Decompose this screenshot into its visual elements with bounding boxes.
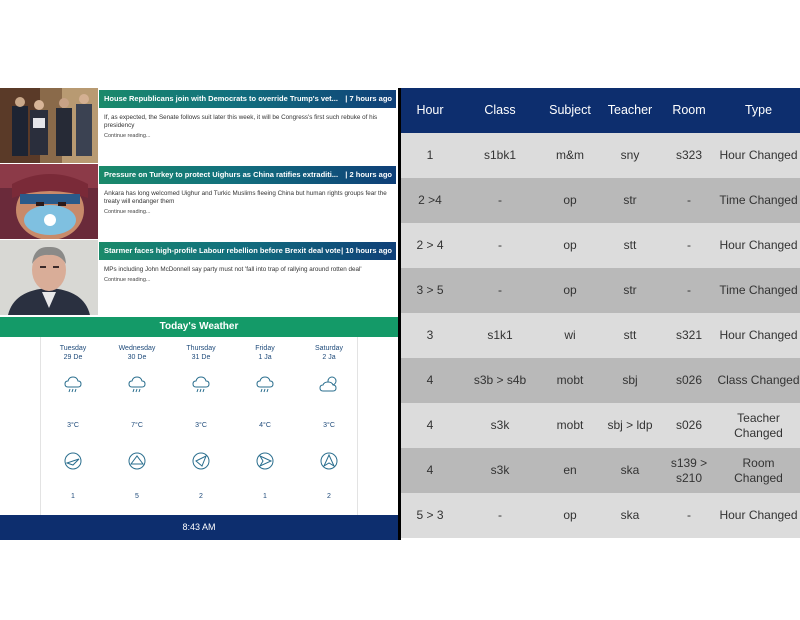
column-header-class: Class: [484, 103, 516, 117]
news-headline-bar: [99, 242, 396, 260]
cell-type: [717, 178, 800, 223]
cell-type: [717, 268, 800, 313]
rain-cloud-icon: [255, 375, 275, 395]
cell-text: s026: [675, 373, 703, 387]
cell-text: -: [687, 283, 691, 297]
cell-room: [661, 358, 717, 403]
cell-hour: [401, 493, 459, 538]
cell-text: m&m: [556, 148, 584, 162]
news-headline-bar: [99, 166, 396, 184]
cell-text: wi: [564, 328, 576, 342]
cell-subject: [541, 493, 599, 538]
cell-room: [661, 268, 717, 313]
day-wind-speed: 5: [135, 493, 139, 500]
cell-class: [459, 133, 541, 178]
table-row: [401, 403, 800, 448]
day-date: 2 Ja: [322, 354, 336, 361]
wind-direction-icon: [128, 452, 146, 470]
cell-hour: [401, 358, 459, 403]
cell-text: Room Changed: [734, 455, 783, 485]
day-wind-speed: 2: [199, 493, 203, 500]
cell-text: Hour Changed: [719, 238, 798, 252]
table-row: [401, 313, 800, 358]
rain-cloud-icon: [191, 375, 211, 395]
cell-room: [661, 223, 717, 268]
cell-type: [717, 133, 800, 178]
table-row: [401, 268, 800, 313]
table-row: [401, 133, 800, 178]
cell-text: sbj: [622, 373, 638, 387]
cell-type: [717, 493, 800, 538]
day-wind-speed: 2: [327, 493, 331, 500]
cell-hour: [401, 178, 459, 223]
cell-text: sny: [620, 148, 640, 162]
day-name: Wednesday: [118, 345, 156, 352]
continue-reading-link[interactable]: Continue reading...: [104, 277, 151, 283]
forecast-day: [233, 337, 297, 515]
cell-text: s026: [675, 418, 703, 432]
news-headline: Starmer faces high-profile Labour rebellion before Brexit deal vote: [104, 246, 341, 255]
weather-widget: [0, 317, 398, 540]
news-photo-politician: [0, 240, 98, 315]
cell-type: [717, 448, 800, 493]
continue-reading-link[interactable]: Continue reading...: [104, 209, 151, 215]
cell-text: Hour Changed: [719, 148, 798, 162]
forecast-day: [297, 337, 361, 515]
news-item[interactable]: [0, 88, 398, 163]
forecast-day: [169, 337, 233, 515]
cell-text: s3b > s4b: [473, 373, 527, 387]
news-summary: If, as expected, the Senate follows suit later this week, it will be Congress's first such rebuke of his presidency: [104, 114, 378, 130]
rain-cloud-icon: [63, 375, 83, 395]
table-header: [401, 88, 800, 133]
table-row: [401, 178, 800, 223]
cell-teacher: [599, 493, 661, 538]
cell-text: 3 > 5: [416, 283, 444, 297]
cell-text: Time Changed: [719, 283, 798, 297]
news-summary: Ankara has long welcomed Uighur and Turkic Muslims fleeing China but human rights groups fear the treaty will endanger them: [104, 190, 387, 206]
cell-text: stt: [623, 328, 637, 342]
cell-type: [717, 403, 800, 448]
current-time: 8:43 AM: [182, 522, 216, 532]
cell-text: 2 >4: [418, 193, 442, 207]
day-temperature: 3°C: [67, 422, 79, 429]
cell-text: str: [623, 283, 637, 297]
cell-class: [459, 223, 541, 268]
forecast-day: [105, 337, 169, 515]
cell-text: s1bk1: [483, 148, 517, 162]
column-header-type: Type: [744, 103, 773, 117]
cell-class: [459, 268, 541, 313]
cell-teacher: [599, 133, 661, 178]
cell-room: [661, 133, 717, 178]
day-name: Thursday: [186, 345, 216, 352]
day-date: 31 De: [191, 354, 211, 361]
cell-room: [661, 178, 717, 223]
cell-room: [661, 403, 717, 448]
cell-class: [459, 493, 541, 538]
schedule-table: [401, 88, 800, 540]
forecast-day: [41, 337, 105, 515]
wind-direction-icon: [64, 452, 82, 470]
news-headline: Pressure on Turkey to protect Uighurs as China ratifies extraditi...: [104, 170, 339, 179]
day-date: 30 De: [127, 354, 147, 361]
cell-teacher: [599, 268, 661, 313]
column-header-teacher: Teacher: [607, 103, 653, 117]
cell-text: 4: [426, 463, 434, 477]
cell-hour: [401, 268, 459, 313]
table-row: [401, 358, 800, 403]
day-date: 29 De: [63, 354, 83, 361]
table-row: [401, 223, 800, 268]
day-temperature: 7°C: [131, 422, 143, 429]
cell-text: 2 > 4: [416, 238, 444, 252]
cell-text: s323: [675, 148, 703, 162]
cell-hour: [401, 223, 459, 268]
cell-teacher: [599, 223, 661, 268]
cell-text: Time Changed: [719, 193, 798, 207]
cell-teacher: [599, 178, 661, 223]
cell-text: Teacher Changed: [734, 410, 783, 440]
cell-subject: [541, 133, 599, 178]
cell-text: -: [498, 193, 502, 207]
cell-text: Hour Changed: [719, 328, 798, 342]
cell-text: -: [687, 193, 691, 207]
cell-text: mobt: [556, 373, 584, 387]
wind-direction-icon: [192, 452, 210, 470]
cell-text: stt: [623, 238, 637, 252]
cell-hour: [401, 448, 459, 493]
cell-teacher: [599, 403, 661, 448]
day-name: Tuesday: [59, 345, 87, 352]
column-header-subject: Subject: [549, 103, 591, 117]
cell-text: s3k: [490, 418, 510, 432]
cell-hour: [401, 403, 459, 448]
weather-title: Today's Weather: [0, 317, 398, 337]
wind-direction-icon: [256, 452, 274, 470]
cell-text: -: [687, 508, 691, 522]
cell-room: [661, 313, 717, 358]
signage-screen: [0, 88, 800, 540]
day-name: Saturday: [314, 345, 344, 352]
cell-class: [459, 313, 541, 358]
news-headline: House Republicans join with Democrats to override Trump's vet...: [104, 94, 338, 103]
rain-cloud-icon: [127, 375, 147, 395]
cell-text: 5 > 3: [416, 508, 444, 522]
news-photo-protester: [0, 164, 98, 239]
cell-text: ska: [620, 508, 640, 522]
cell-text: 3: [426, 328, 434, 342]
cell-text: Class Changed: [717, 373, 800, 387]
cell-type: [717, 358, 800, 403]
cell-subject: [541, 403, 599, 448]
cell-subject: [541, 313, 599, 358]
cell-subject: [541, 268, 599, 313]
cell-class: [459, 403, 541, 448]
continue-reading-link[interactable]: Continue reading...: [104, 133, 151, 139]
cell-subject: [541, 448, 599, 493]
cell-text: op: [563, 193, 577, 207]
news-time: | 2 hours ago: [345, 170, 392, 179]
news-summary: MPs including John McDonnell say party must not 'fall into trap of rallying around rotten deal': [104, 266, 362, 273]
cell-text: Hour Changed: [719, 508, 798, 522]
cell-text: sbj > ldp: [607, 418, 653, 432]
cell-text: 4: [426, 373, 434, 387]
weather-forecast: [40, 337, 358, 515]
table-row: [401, 448, 800, 493]
day-name: Friday: [255, 345, 275, 352]
cell-text: -: [498, 508, 502, 522]
cell-text: s321: [675, 328, 703, 342]
cell-room: [661, 448, 717, 493]
cell-text: str: [623, 193, 637, 207]
day-temperature: 3°C: [323, 422, 335, 429]
news-time: | 10 hours ago: [341, 246, 392, 255]
cell-teacher: [599, 313, 661, 358]
cell-class: [459, 178, 541, 223]
column-header-hour: Hour: [416, 103, 444, 117]
cell-type: [717, 313, 800, 358]
cell-text: s3k: [490, 463, 510, 477]
day-date: 1 Ja: [258, 354, 272, 361]
cell-subject: [541, 358, 599, 403]
news-photo-capitol: [0, 88, 98, 163]
left-panel: [0, 88, 398, 540]
cell-subject: [541, 223, 599, 268]
clock-bar: [0, 515, 398, 540]
news-feed: [0, 88, 398, 316]
day-wind-speed: 1: [71, 493, 75, 500]
cell-hour: [401, 313, 459, 358]
news-headline-bar: [99, 90, 396, 108]
cell-class: [459, 358, 541, 403]
cell-text: 4: [426, 418, 434, 432]
partly-cloudy-icon: [319, 375, 339, 395]
wind-direction-icon: [320, 452, 338, 470]
cell-teacher: [599, 448, 661, 493]
table-row: [401, 493, 800, 538]
cell-text: en: [563, 463, 577, 477]
cell-text: -: [498, 283, 502, 297]
day-temperature: 3°C: [195, 422, 207, 429]
cell-text: -: [498, 238, 502, 252]
cell-text: -: [687, 238, 691, 252]
day-temperature: 4°C: [259, 422, 271, 429]
news-item[interactable]: [0, 164, 398, 239]
cell-text: op: [563, 238, 577, 252]
cell-subject: [541, 178, 599, 223]
cell-text: ska: [620, 463, 640, 477]
cell-room: [661, 493, 717, 538]
cell-text: op: [563, 283, 577, 297]
cell-text: s139 > s210: [670, 455, 708, 485]
cell-hour: [401, 133, 459, 178]
cell-text: s1k1: [487, 328, 513, 342]
cell-class: [459, 448, 541, 493]
day-wind-speed: 1: [263, 493, 267, 500]
cell-teacher: [599, 358, 661, 403]
cell-type: [717, 223, 800, 268]
column-header-room: Room: [672, 103, 706, 117]
news-item[interactable]: [0, 240, 398, 315]
cell-text: mobt: [556, 418, 584, 432]
cell-text: 1: [426, 148, 434, 162]
news-time: | 7 hours ago: [345, 94, 392, 103]
cell-text: op: [563, 508, 577, 522]
